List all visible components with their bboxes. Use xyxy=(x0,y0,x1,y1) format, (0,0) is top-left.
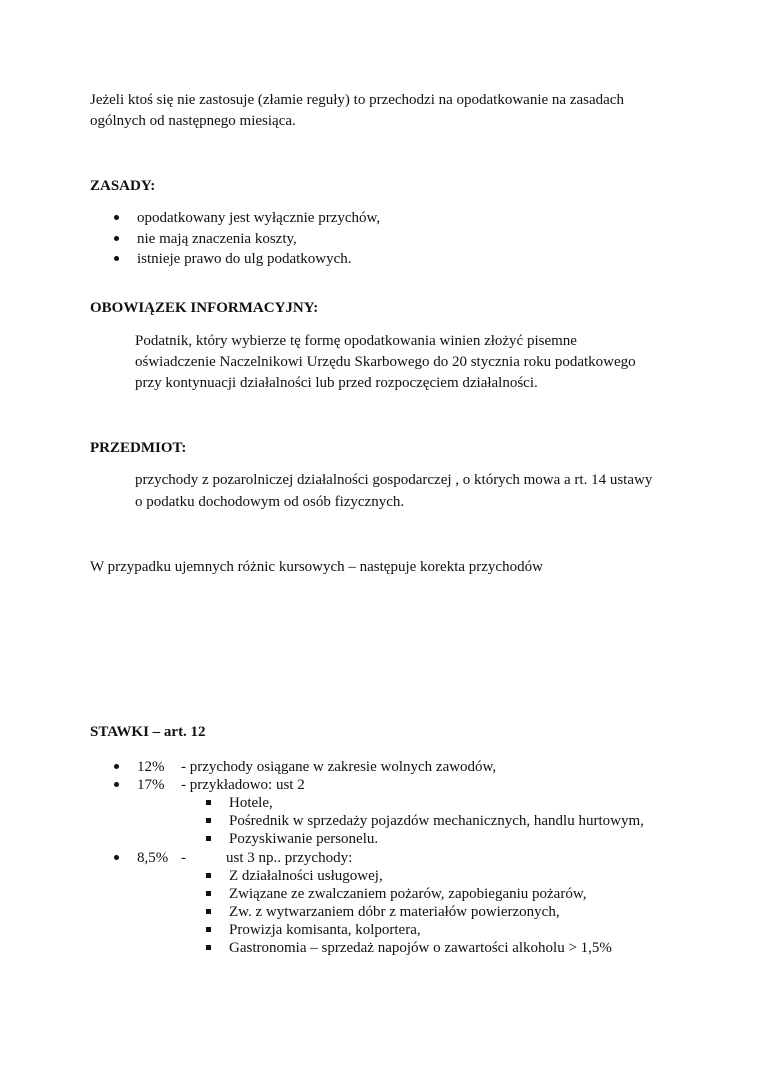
paragraph-line: oświadczenie Naczelnikowi Urzędu Skarbowego do 20 stycznia roku podatkowego xyxy=(135,354,636,370)
sub-item: Prowizja komisanta, kolportera, xyxy=(229,922,421,938)
paragraph-line: o podatku dochodowym od osób fizycznych. xyxy=(135,494,405,510)
square-bullet-icon xyxy=(206,836,211,841)
obowiazek-heading: OBOWIĄZEK INFORMACYJNY: xyxy=(90,300,319,316)
rate-value: 17% xyxy=(137,777,165,793)
list-item: nie mają znaczenia koszty, xyxy=(137,231,297,247)
bullet-icon xyxy=(114,782,119,787)
sub-item: Pośrednik w sprzedaży pojazdów mechanicznych, handlu hurtowym, xyxy=(229,813,644,829)
square-bullet-icon xyxy=(206,800,211,805)
list-item: opodatkowany jest wyłącznie przychów, xyxy=(137,210,381,226)
square-bullet-icon xyxy=(206,873,211,878)
rate-desc: ust 3 np.. przychody: xyxy=(226,850,353,866)
paragraph-line: przy kontynuacji działalności lub przed rozpoczęciem działalności. xyxy=(135,375,538,391)
square-bullet-icon xyxy=(206,891,211,896)
intro-line: Jeżeli ktoś się nie zastosuje (złamie reguły) to przechodzi na opodatkowanie na zasadach xyxy=(90,92,624,108)
sub-item: Związane ze zwalczaniem pożarów, zapobieganiu pożarów, xyxy=(229,886,587,902)
sub-item: Gastronomia – sprzedaż napojów o zawartości alkoholu > 1,5% xyxy=(229,940,612,956)
square-bullet-icon xyxy=(206,909,211,914)
bullet-icon xyxy=(114,764,119,769)
intro-line: ogólnych od następnego miesiąca. xyxy=(90,113,296,129)
square-bullet-icon xyxy=(206,818,211,823)
bullet-icon xyxy=(114,215,119,220)
rate-desc: - przychody osiągane w zakresie wolnych zawodów, xyxy=(181,759,497,775)
zasady-heading: ZASADY: xyxy=(90,178,156,194)
paragraph-line: przychody z pozarolniczej działalności gospodarczej , o których mowa a rt. 14 ustawy xyxy=(135,472,653,488)
list-item: istnieje prawo do ulg podatkowych. xyxy=(137,251,352,267)
sub-item: Z działalności usługowej, xyxy=(229,868,383,884)
przedmiot-heading: PRZEDMIOT: xyxy=(90,440,187,456)
paragraph-line: Podatnik, który wybierze tę formę opodatkowania winien złożyć pisemne xyxy=(135,333,577,349)
square-bullet-icon xyxy=(206,945,211,950)
bullet-icon xyxy=(114,236,119,241)
sub-item: Hotele, xyxy=(229,795,273,811)
stawki-heading: STAWKI – art. 12 xyxy=(90,724,206,740)
bullet-icon xyxy=(114,256,119,261)
note-line: W przypadku ujemnych różnic kursowych – następuje korekta przychodów xyxy=(90,559,543,575)
sub-item: Pozyskiwanie personelu. xyxy=(229,831,379,847)
rate-dash: - xyxy=(181,850,186,866)
rate-value: 8,5% xyxy=(137,850,169,866)
sub-item: Zw. z wytwarzaniem dóbr z materiałów powierzonych, xyxy=(229,904,560,920)
square-bullet-icon xyxy=(206,927,211,932)
bullet-icon xyxy=(114,855,119,860)
rate-desc: - przykładowo: ust 2 xyxy=(181,777,305,793)
rate-value: 12% xyxy=(137,759,165,775)
